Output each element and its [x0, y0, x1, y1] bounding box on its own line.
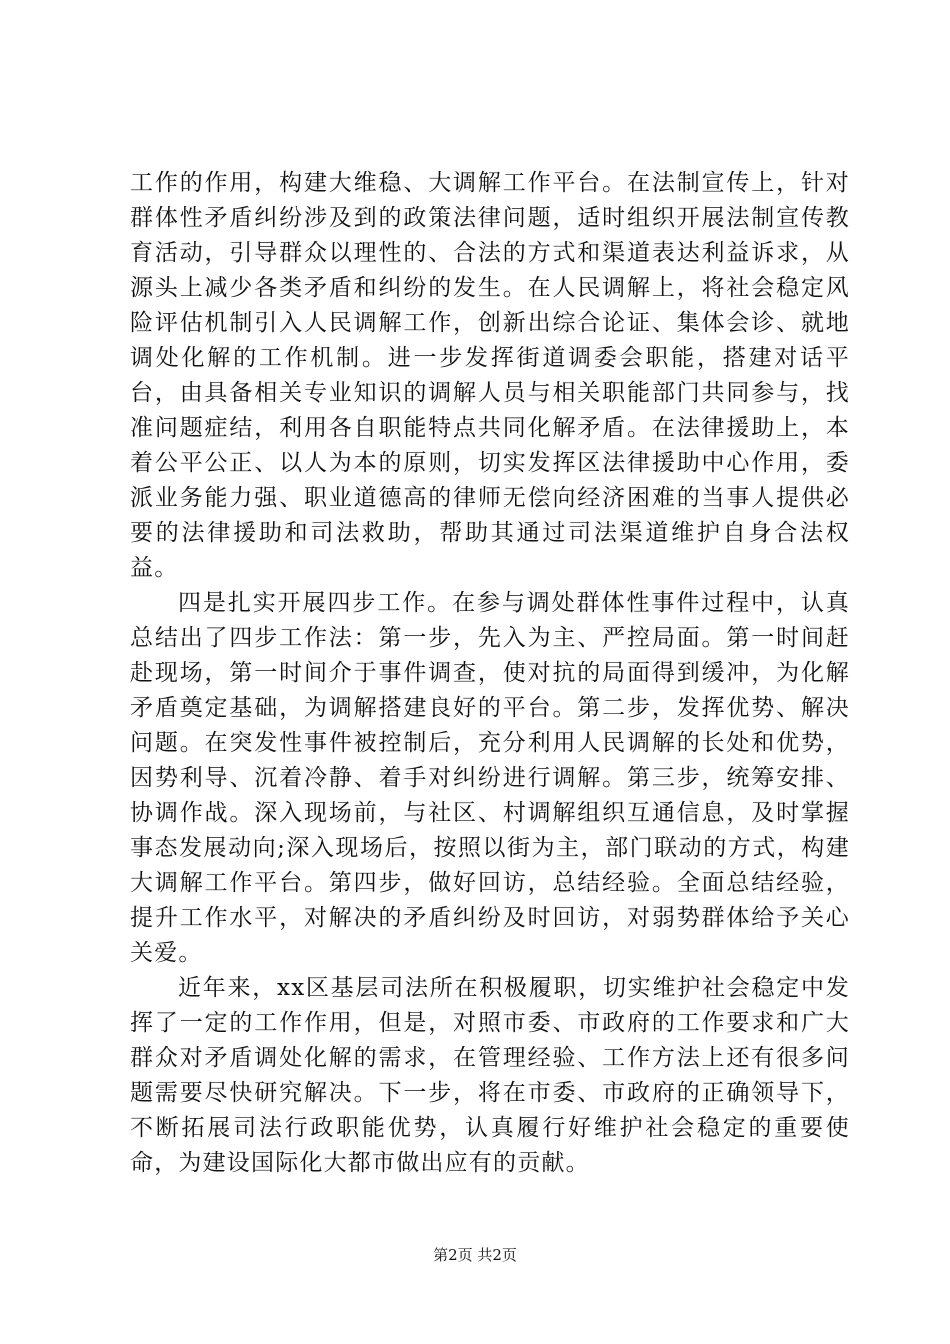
paragraph-1: 工作的作用，构建大维稳、大调解工作平台。在法制宣传上，针对群体性矛盾纠纷涉及到的政策法律问题，适时组织开展法制宣传教育活动，引导群众以理性的、合法的方式和渠道表达利益诉求，从源头上减少各类矛盾和纠纷的发生。在人民调解上，将社会稳定风险评估机制引入人民调解工作，创新出综合论证、集体会诊、就地调处化解的工作机制。进一步发挥街道调委会职能，搭建对话平台，由具备相关专业知识的调解人员与相关职能部门共同参与，找准问题症结，利用各自职能特点共同化解矛盾。在法律援助上，本着公平公正、以人为本的原则，切实发挥区法律援助中心作用，委派业务能力强、职业道德高的律师无偿向经济困难的当事人提供必要的法律援助和司法救助，帮助其通过司法渠道维护自身合法权益。	[130, 170, 850, 581]
page-number-footer: 第2页 共2页	[433, 1246, 517, 1264]
paragraph-2: 四是扎实开展四步工作。在参与调处群体性事件过程中，认真总结出了四步工作法：第一步，先入为主、严控局面。第一时间赶赴现场，第一时间介于事件调查，使对抗的局面得到缓冲，为化解矛盾奠定基础，为调解搭建良好的平台。第二步，发挥优势、解决问题。在突发性事件被控制后，充分利用人民调解的长处和优势，因势利导、沉着冷静、着手对纠纷进行调解。第三步，统筹安排、协调作战。深入现场前，与社区、村调解组织互通信息，及时掌握事态发展动向;深入现场后，按照以街为主，部门联动的方式，构建大调解工作平台。第四步，做好回访，总结经验。全面总结经验，提升工作水平，对解决的矛盾纠纷及时回访，对弱势群体给予关心关爱。	[130, 590, 850, 966]
document-body	[130, 166, 850, 1181]
paragraph-3: 近年来，xx区基层司法所在积极履职，切实维护社会稳定中发挥了一定的工作作用，但是，对照市委、市政府的工作要求和广大群众对矛盾调处化解的需求，在管理经验、工作方法上还有很多问题需要尽快研究解决。下一步，将在市委、市政府的正确领导下，不断拓展司法行政职能优势，认真履行好维护社会稳定的重要使命，为建设国际化大都市做出应有的贡献。	[130, 975, 850, 1176]
